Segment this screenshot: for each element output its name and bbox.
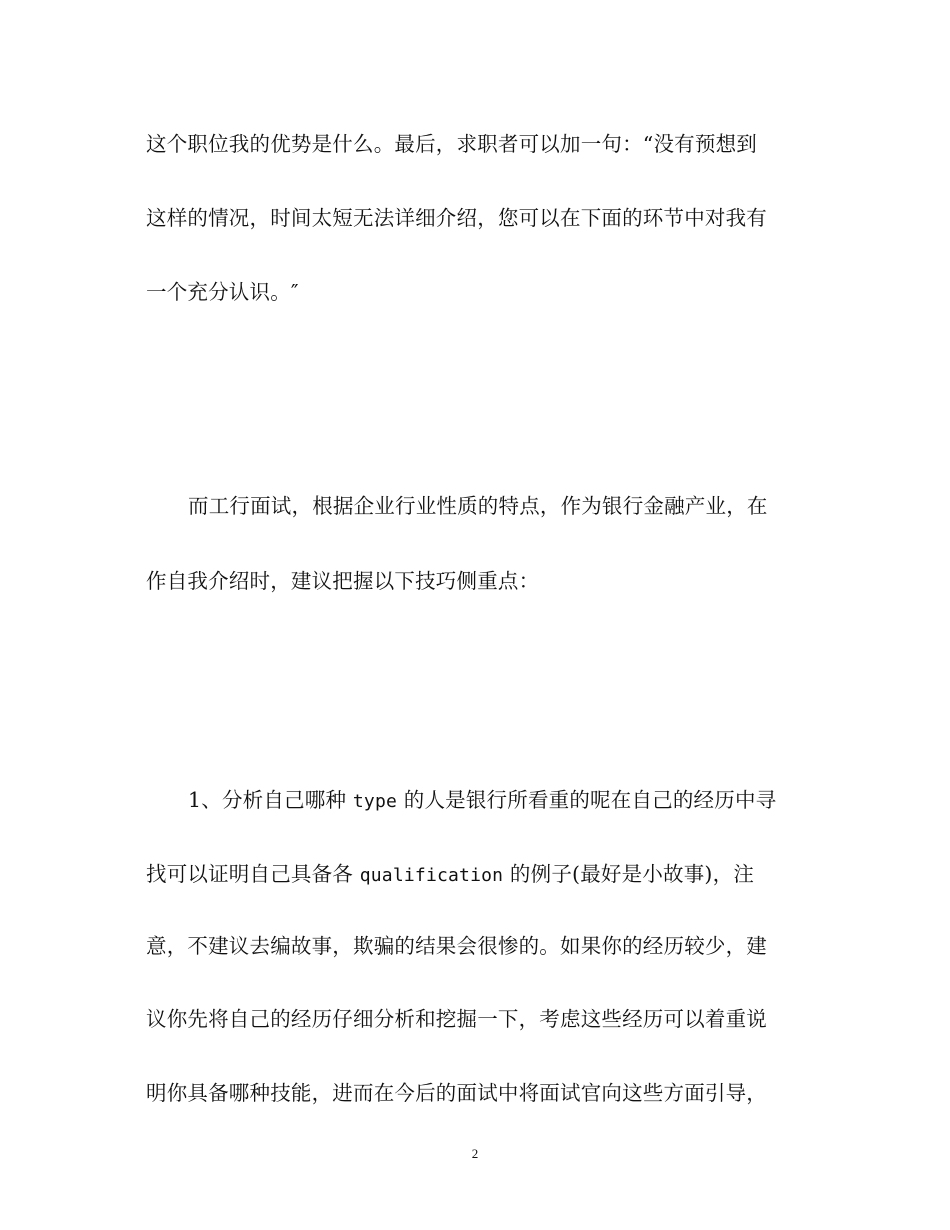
paragraph-3-line-5: 明你具备哪种技能，进而在今后的面试中将面试官向这些方面引导， [146, 1081, 767, 1105]
paragraph-3-line-1 [188, 786, 806, 816]
paragraph-1-line-2: 这样的情况，时间太短无法详细介绍，您可以在下面的环节中对我有 [146, 206, 767, 230]
paragraph-3-line-2 [146, 860, 806, 890]
page-number: 2 [471, 1146, 479, 1161]
paragraph-1-line-3: 一个充分认识。″ [146, 280, 299, 304]
paragraph-3-line-4: 议你先将自己的经历仔细分析和挖掘一下，考虑这些经历可以着重说 [146, 1007, 767, 1031]
paragraph-3-term-qualification: qualification [359, 865, 504, 886]
paragraph-3-term-type: type [352, 791, 398, 812]
paragraph-3-line-1-part-2: 的人是银行所看重的呢在自己的经历中寻 [403, 788, 777, 812]
paragraph-3-line-2-part-2: 的例子(最好是小故事)，注 [509, 862, 755, 886]
paragraph-3-line-3: 意，不建议去编故事，欺骗的结果会很惨的。如果你的经历较少，建 [146, 934, 767, 958]
paragraph-2-line-2: 作自我介绍时，建议把握以下技巧侧重点： [146, 569, 540, 593]
paragraph-3-line-2-part-1: 找可以证明自己具备各 [146, 862, 353, 886]
paragraph-1-line-1: 这个职位我的优势是什么。最后，求职者可以加一句：“没有预想到 [146, 132, 757, 156]
paragraph-3-line-1-part-1: 1、分析自己哪种 [188, 788, 347, 812]
paragraph-2-line-1: 而工行面试，根据企业行业性质的特点，作为银行金融产业，在 [188, 494, 768, 518]
